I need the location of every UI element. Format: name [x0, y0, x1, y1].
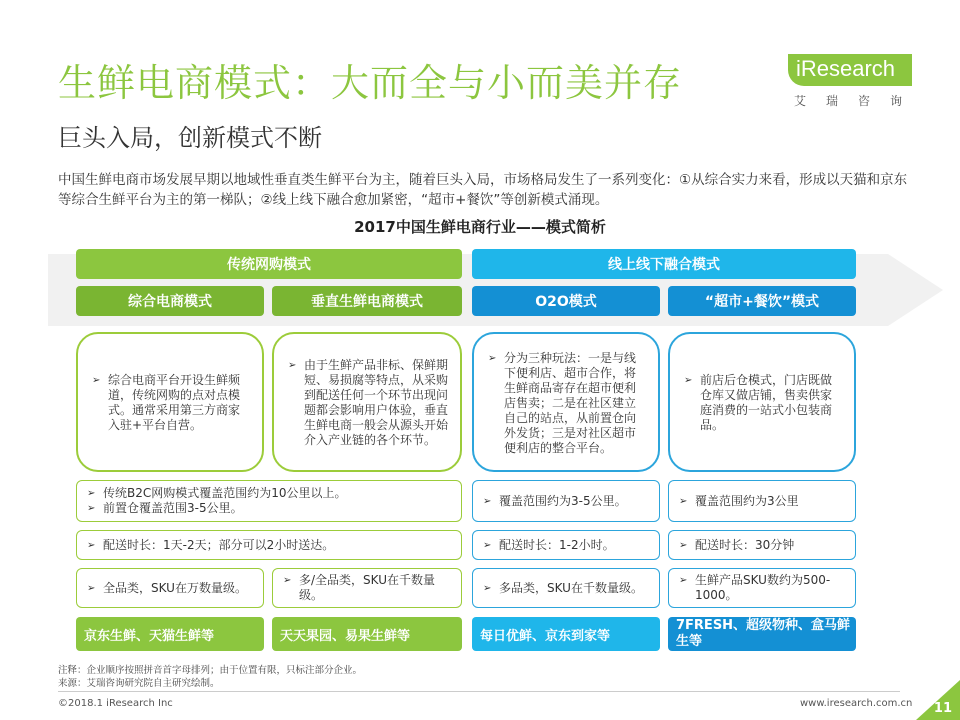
chart-title: 2017中国生鲜电商行业——模式简析 — [354, 218, 606, 236]
desc-supermarket: 前店后仓模式，门店既做仓库又做店铺，售卖供家庭消费的一站式小包装商品。 — [700, 373, 833, 432]
group-online-offline: 线上线下融合模式 — [472, 249, 856, 279]
page-subtitle: 巨头入局，创新模式不断 — [58, 124, 322, 152]
footer-divider — [58, 691, 900, 692]
examples-vertical: 天天果园、易果生鲜等 — [272, 617, 462, 651]
desc-card-general: ➢ 综合电商平台开设生鲜频道，传统网购的点对点模式。通常采用第三方商家入驻+平台自营。 — [76, 332, 264, 472]
mode-header-supermarket: “超市+餐饮”模式 — [668, 286, 856, 316]
logo-subtitle: 艾瑞咨询 — [794, 94, 923, 108]
mode-header-general: 综合电商模式 — [76, 286, 264, 316]
delivery-supermarket: ➢ 配送时长：30分钟 — [668, 530, 856, 560]
copyright: ©2018.1 iResearch Inc — [58, 698, 173, 709]
coverage-o2o: ➢ 覆盖范围约为3-5公里。 — [472, 480, 660, 522]
note-text: 注释：企业顺序按照拼音首字母排列；由于位置有限，只标注部分企业。 — [58, 665, 363, 676]
desc-card-o2o: ➢ 分为三种玩法：一是与线下便利店、超市合作，将生鲜商品寄存在超市便利店售卖；二是在社区建立自己的站点，从前置仓向外发货；三是对社区超市便利店的整合平台。 — [472, 332, 660, 472]
website-url: www.iresearch.com.cn — [800, 698, 913, 709]
delivery-o2o: ➢ 配送时长：1-2小时。 — [472, 530, 660, 560]
coverage-supermarket: ➢ 覆盖范围约为3公里 — [668, 480, 856, 522]
sku-vertical: ➢ 多/全品类，SKU在千数量级。 — [272, 568, 462, 608]
intro-paragraph: 中国生鲜电商市场发展早期以地域性垂直类生鲜平台为主，随着巨头入局，市场格局发生了一系列变化：①从综合实力来看，形成以天猫和京东等综合生鲜平台为主的第一梯队；②线上线下融合愈加紧密，“超市+餐饮”等创新模式涌现。 — [58, 172, 908, 208]
logo-name: iResearch — [796, 56, 896, 81]
examples-supermarket: 7FRESH、超级物种、盒马鲜生等 — [668, 617, 856, 651]
desc-general: 综合电商平台开设生鲜频道，传统网购的点对点模式。通常采用第三方商家入驻+平台自营。 — [108, 373, 241, 432]
page-title: 生鲜电商模式：大而全与小而美并存 — [58, 61, 683, 105]
source-text: 来源：艾瑞咨询研究院自主研究绘制。 — [58, 678, 220, 689]
mode-header-o2o: O2O模式 — [472, 286, 660, 316]
desc-vertical: 由于生鲜产品非标、保鲜期短、易损腐等特点，从采购到配送任何一个环节出现问题都会影响用户体验，垂直生鲜电商一般会从源头开始介入产业链的各个环节。 — [304, 358, 449, 447]
desc-card-supermarket: ➢ 前店后仓模式，门店既做仓库又做店铺，售卖供家庭消费的一站式小包装商品。 — [668, 332, 856, 472]
coverage-traditional: ➢ 传统B2C网购模式覆盖范围约为10公里以上。 ➢ 前置仓覆盖范围3-5公里。 — [76, 480, 462, 522]
group-traditional: 传统网购模式 — [76, 249, 462, 279]
examples-o2o: 每日优鲜、京东到家等 — [472, 617, 660, 651]
iresearch-logo — [788, 54, 923, 110]
examples-general: 京东生鲜、天猫生鲜等 — [76, 617, 264, 651]
sku-o2o: ➢ 多品类，SKU在千数量级。 — [472, 568, 660, 608]
delivery-traditional: ➢ 配送时长：1天-2天；部分可以2小时送达。 — [76, 530, 462, 560]
mode-header-vertical: 垂直生鲜电商模式 — [272, 286, 462, 316]
sku-supermarket: ➢ 生鲜产品SKU数约为500-1000。 — [668, 568, 856, 608]
sku-general: ➢ 全品类，SKU在万数量级。 — [76, 568, 264, 608]
page-number: 11 — [933, 701, 952, 716]
desc-o2o: 分为三种玩法：一是与线下便利店、超市合作，将生鲜商品寄存在超市便利店售卖；二是在社区建立自己的站点，从前置仓向外发货；三是对社区超市便利店的整合平台。 — [504, 350, 637, 455]
desc-card-vertical: ➢ 由于生鲜产品非标、保鲜期短、易损腐等特点，从采购到配送任何一个环节出现问题都会影响用户体验，垂直生鲜电商一般会从源头开始介入产业链的各个环节。 — [272, 332, 462, 472]
